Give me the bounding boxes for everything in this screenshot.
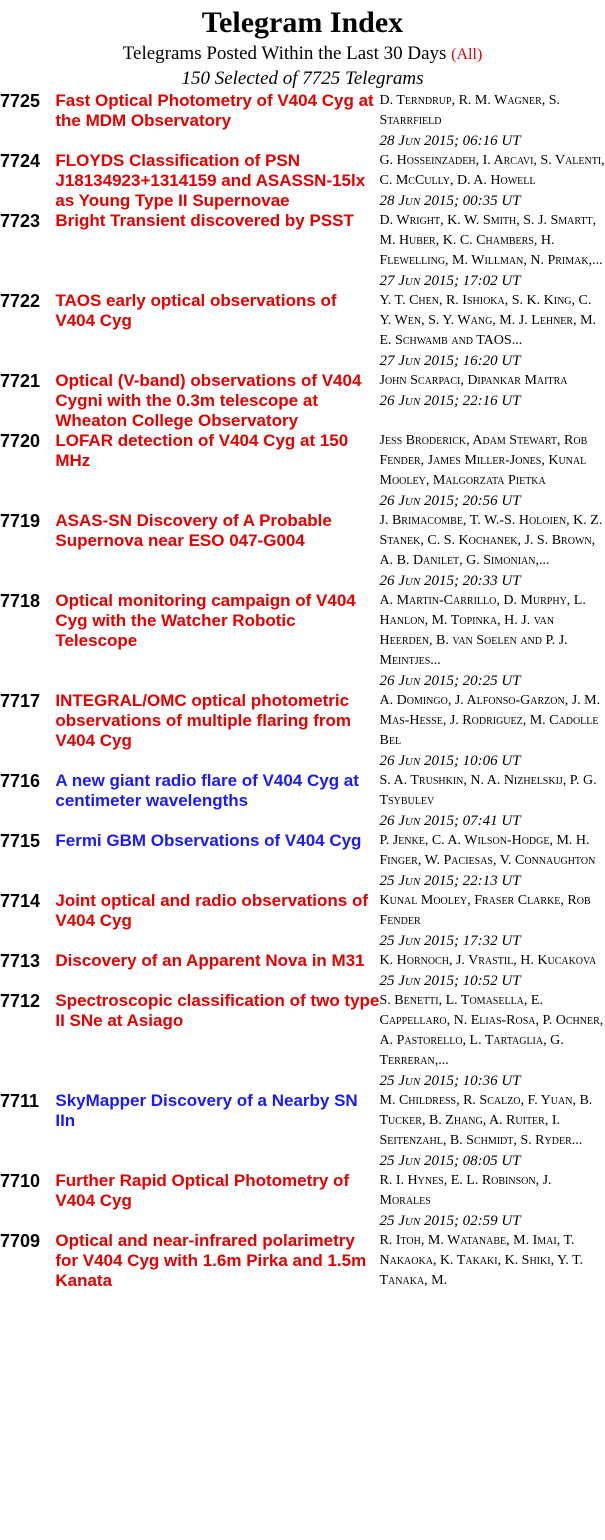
telegram-number: 7722 <box>0 291 41 311</box>
telegram-number: 7715 <box>0 831 41 851</box>
telegram-number: 7725 <box>0 91 41 111</box>
telegram-row <box>0 371 605 431</box>
telegram-authors: K. Hornoch, J. Vrastil, H. Kucakova <box>379 953 597 968</box>
telegram-title-link[interactable]: Joint optical and radio observations of V404 Cyg <box>55 891 369 930</box>
telegram-meta <box>380 991 605 1091</box>
telegram-row <box>0 891 605 951</box>
telegram-date: 25 Jun 2015; 10:52 UT <box>379 973 521 989</box>
telegram-number: 7721 <box>0 371 41 391</box>
telegram-title-cell <box>55 151 379 211</box>
telegram-authors: Kunal Mooley, Fraser Clarke, Rob Fender <box>379 893 591 928</box>
page-header <box>0 0 605 91</box>
telegram-title-link[interactable]: Spectroscopic classification of two type II SNe at Asiago <box>55 991 380 1030</box>
telegram-authors: P. Jenke, C. A. Wilson-Hodge, M. H. Finger, W. Paciesas, V. Connaughton <box>379 833 596 868</box>
telegram-date: 26 Jun 2015; 20:25 UT <box>379 673 521 689</box>
telegram-authors: Y. T. Chen, R. Ishioka, S. K. King, C. Y. Wen, S. Y. Wang, M. J. Lehner, M. E. Schwamb and TAOS... <box>379 293 597 348</box>
telegram-title-link[interactable]: ASAS-SN Discovery of A Probable Supernova near ESO 047-G004 <box>55 511 332 550</box>
telegram-number: 7710 <box>0 1171 41 1191</box>
telegram-title-link[interactable]: FLOYDS Classification of PSN J18134923+1314159 and ASASSN-15lx as Young Type II Supernovae <box>55 151 366 210</box>
telegram-row <box>0 291 605 371</box>
paren-close: ) <box>476 46 483 63</box>
telegram-number: 7717 <box>0 691 41 711</box>
telegram-row <box>0 951 605 991</box>
telegram-title-link[interactable]: Optical (V-band) observations of V404 Cygni with the 0.3m telescope at Wheaton College Observatory <box>55 371 362 430</box>
telegram-meta <box>380 211 605 291</box>
telegram-date: 26 Jun 2015; 20:33 UT <box>379 573 521 589</box>
telegram-title-cell <box>55 991 379 1091</box>
telegram-authors: J. Brimacombe, T. W.-S. Holoien, K. Z. Stanek, C. S. Kochanek, J. S. Brown, A. B. Danilet, G. Simonian,... <box>379 513 603 568</box>
telegram-title-link[interactable]: Optical monitoring campaign of V404 Cyg with the Watcher Robotic Telescope <box>55 591 356 650</box>
telegram-row <box>0 1091 605 1171</box>
telegram-meta <box>380 151 605 211</box>
telegram-date: 25 Jun 2015; 02:59 UT <box>379 1213 521 1229</box>
telegram-authors: John Scarpaci, Dipankar Maitra <box>379 373 568 388</box>
telegram-title-cell <box>55 771 379 831</box>
telegram-authors: D. Wright, K. W. Smith, S. J. Smartt, M. Huber, K. C. Chambers, H. Flewelling, M. Willman, N. Primak,... <box>379 213 603 268</box>
telegram-title-cell <box>55 591 379 691</box>
all-telegrams-link[interactable]: All <box>456 46 477 63</box>
telegram-number: 7714 <box>0 891 41 911</box>
telegram-title-link[interactable]: Discovery of an Apparent Nova in M31 <box>55 951 365 970</box>
telegram-number: 7719 <box>0 511 41 531</box>
telegram-date: 26 Jun 2015; 10:06 UT <box>379 753 521 769</box>
telegram-row <box>0 771 605 831</box>
telegram-date: 27 Jun 2015; 17:02 UT <box>379 273 521 289</box>
telegram-number: 7709 <box>0 1231 41 1251</box>
telegram-row <box>0 1171 605 1231</box>
telegram-title-cell <box>55 371 379 431</box>
telegram-authors: R. I. Hynes, E. L. Robinson, J. Morales <box>379 1173 552 1208</box>
telegram-title-link[interactable]: Fast Optical Photometry of V404 Cyg at the MDM Observatory <box>55 91 374 130</box>
telegram-title-cell <box>55 1171 379 1231</box>
telegram-meta <box>380 891 605 951</box>
telegram-title-cell <box>55 291 379 371</box>
telegram-authors: R. Itoh, M. Watanabe, M. Imai, T. Nakaoka, K. Takaki, K. Shiki, Y. T. Tanaka, M. <box>379 1233 584 1288</box>
telegram-date: 28 Jun 2015; 00:35 UT <box>379 193 521 209</box>
telegram-meta <box>380 1091 605 1171</box>
telegram-meta <box>380 771 605 831</box>
telegram-row <box>0 831 605 891</box>
telegram-number: 7724 <box>0 151 41 171</box>
telegram-title-link[interactable]: LOFAR detection of V404 Cyg at 150 MHz <box>55 431 349 470</box>
telegram-title-cell <box>55 91 379 151</box>
telegram-title-cell <box>55 511 379 591</box>
telegram-row <box>0 991 605 1091</box>
page-subtitle <box>0 42 605 67</box>
telegram-date: 25 Jun 2015; 08:05 UT <box>379 1153 521 1169</box>
telegram-title-link[interactable]: SkyMapper Discovery of a Nearby SN IIn <box>55 1091 358 1130</box>
telegram-title-link[interactable]: Fermi GBM Observations of V404 Cyg <box>55 831 362 850</box>
telegram-title-link[interactable]: Further Rapid Optical Photometry of V404 Cyg <box>55 1171 350 1210</box>
subtitle-text: Telegrams Posted Within the Last 30 Days <box>122 43 447 64</box>
telegram-meta <box>380 431 605 511</box>
telegram-title-cell <box>55 211 379 291</box>
telegram-meta <box>380 291 605 371</box>
telegram-authors: A. Martin-Carrillo, D. Murphy, L. Hanlon, M. Topinka, H. J. van Heerden, B. van Soelen and P. J. Meintjes... <box>379 593 586 668</box>
telegram-row <box>0 431 605 511</box>
telegram-meta <box>380 591 605 691</box>
telegram-date: 28 Jun 2015; 06:16 UT <box>379 133 521 149</box>
telegram-row <box>0 211 605 291</box>
telegram-authors: Jess Broderick, Adam Stewart, Rob Fender, James Miller-Jones, Kunal Mooley, Malgorzata Pietka <box>379 433 588 488</box>
telegram-authors: S. Benetti, L. Tomasella, E. Cappellaro, N. Elias-Rosa, P. Ochner, A. Pastorello, L. Tartaglia, G. Terreran,... <box>379 993 604 1068</box>
telegram-row <box>0 691 605 771</box>
telegram-authors: M. Childress, R. Scalzo, F. Yuan, B. Tucker, B. Zhang, A. Ruiter, I. Seitenzahl, B. Schmidt, S. Ryder... <box>379 1093 593 1148</box>
telegram-meta <box>380 91 605 151</box>
telegram-meta <box>380 1231 605 1291</box>
telegram-title-cell <box>55 1091 379 1171</box>
telegram-meta <box>380 691 605 771</box>
telegram-row <box>0 1231 605 1291</box>
telegram-number: 7711 <box>0 1091 40 1111</box>
telegram-authors: G. Hosseinzadeh, I. Arcavi, S. Valenti, C. McCully, D. A. Howell <box>379 153 605 188</box>
telegram-title-link[interactable]: Optical and near-infrared polarimetry for V404 Cyg with 1.6m Pirka and 1.5m Kanata <box>55 1231 367 1290</box>
telegram-number: 7723 <box>0 211 41 231</box>
telegram-date: 25 Jun 2015; 17:32 UT <box>379 933 521 949</box>
telegram-date: 26 Jun 2015; 07:41 UT <box>379 813 521 829</box>
telegram-number: 7713 <box>0 951 41 971</box>
telegram-date: 26 Jun 2015; 22:16 UT <box>379 393 521 409</box>
telegram-meta <box>380 1171 605 1231</box>
telegram-number: 7718 <box>0 591 41 611</box>
telegram-title-cell <box>55 831 379 891</box>
telegram-meta <box>380 951 605 991</box>
telegram-title-cell <box>55 951 379 991</box>
telegram-title-cell <box>55 891 379 951</box>
telegram-number: 7712 <box>0 991 41 1011</box>
telegram-number: 7716 <box>0 771 41 791</box>
telegram-row <box>0 591 605 691</box>
telegram-row <box>0 511 605 591</box>
telegram-title-link[interactable]: TAOS early optical observations of V404 Cyg <box>55 291 337 330</box>
telegram-row <box>0 151 605 211</box>
paren-open: ( <box>451 46 457 63</box>
telegram-date: 27 Jun 2015; 16:20 UT <box>379 353 521 369</box>
telegram-title-cell <box>55 691 379 771</box>
telegram-title-link[interactable]: A new giant radio flare of V404 Cyg at centimeter wavelengths <box>55 771 359 810</box>
telegram-title-link[interactable]: INTEGRAL/OMC optical photometric observations of multiple flaring from V404 Cyg <box>55 691 351 750</box>
telegram-date: 26 Jun 2015; 20:56 UT <box>379 493 521 509</box>
telegram-date: 25 Jun 2015; 22:13 UT <box>379 873 521 889</box>
telegram-meta <box>380 511 605 591</box>
telegram-meta <box>380 831 605 891</box>
telegram-table <box>0 91 605 1291</box>
telegram-authors: A. Domingo, J. Alfonso-Garzon, J. M. Mas-Hesse, J. Rodriguez, M. Cadolle Bel <box>379 693 601 748</box>
telegram-row <box>0 91 605 151</box>
telegram-title-cell <box>55 431 379 511</box>
telegram-number: 7720 <box>0 431 41 451</box>
telegram-date: 25 Jun 2015; 10:36 UT <box>379 1073 521 1089</box>
telegram-authors: D. Terndrup, R. M. Wagner, S. Starrfield <box>379 93 561 128</box>
telegram-title-link[interactable]: Bright Transient discovered by PSST <box>55 211 354 230</box>
selection-count: 150 Selected of 7725 Telegrams <box>181 68 424 89</box>
telegram-meta <box>380 371 605 431</box>
telegram-title-cell <box>55 1231 379 1291</box>
telegram-authors: S. A. Trushkin, N. A. Nizhelskij, P. G. Tsybulev <box>379 773 597 808</box>
page-title: Telegram Index <box>201 6 404 39</box>
